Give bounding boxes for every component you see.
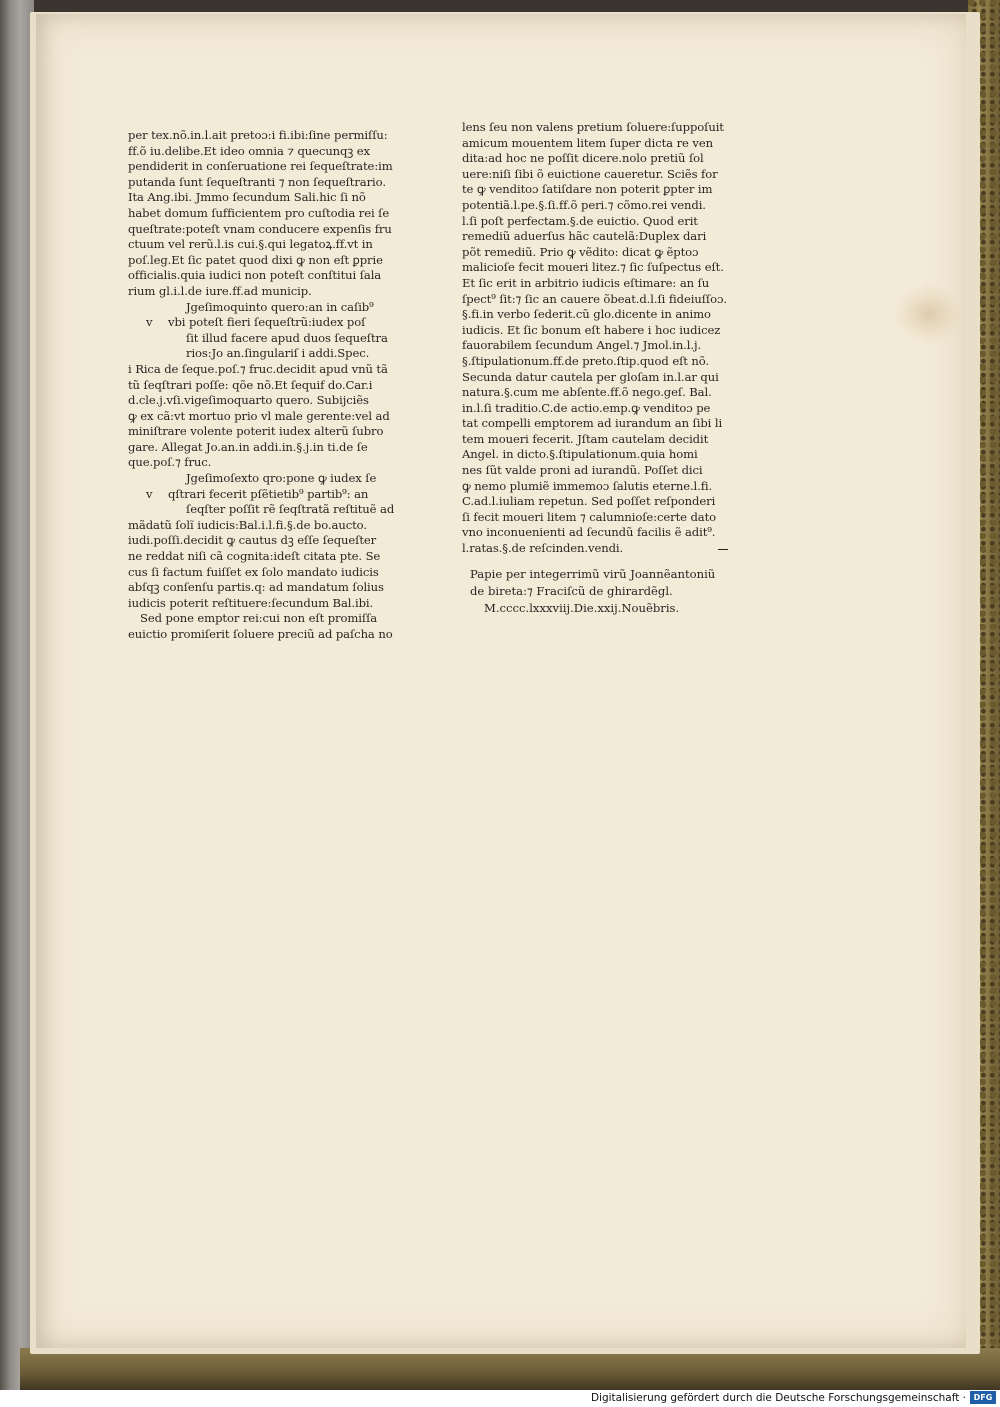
text-line: i Rica de ſeque.poſ.⁊ fruc.decidit apud vnũ tã bbox=[128, 361, 388, 376]
text-line: gare. Allegat Jo.an.in addi.in.§.j.in ti.de ſe bbox=[128, 439, 368, 454]
text-line: ſeqſter poſſit rẽ ſeqſtratã reſtituẽ ad bbox=[186, 502, 395, 517]
text-line: pendiderit in conſeruatione rei ſequeſtrate:im bbox=[128, 159, 393, 174]
text-line: C.ad.l.iuliam repetun. Sed poſſet reſponderi bbox=[462, 494, 716, 509]
text-line: cus ſi factum fuiſſet ex ſolo mandato iudicis bbox=[128, 564, 379, 579]
text-line: fauorabilem ſecundum Angel.⁊ Jmol.in.l.j. bbox=[462, 338, 702, 353]
funding-credit: Digitalisierung gefördert durch die Deutsche Forschungsgemeinschaft · bbox=[590, 1392, 966, 1404]
text-line: ctuum vel rerũ.l.is cui.§.qui legatoꝝ.ff.vt in bbox=[128, 237, 373, 252]
text-line: rios:Jo an.ſingulariſ i addi.Spec. bbox=[186, 346, 370, 361]
right-text-column bbox=[462, 120, 737, 557]
text-line-content: vbi poteſt fieri ſequeſtrũ:iudex poſ bbox=[168, 315, 366, 330]
text-line: Secunda datur cautela per gloſam in.l.ar qui bbox=[462, 369, 719, 384]
text-line: mãdatũ ſolĩ iudicis:Bal.i.l.fi.§.de bo.aucto. bbox=[128, 517, 367, 532]
text-line: ff.õ iu.delibe.Et ideo omnia ⁊ quecunqꝫ ex bbox=[128, 143, 370, 158]
text-line: Angel. in dicto.§.ſtipulationum.quia homi bbox=[462, 447, 698, 462]
text-line: d.cle.j.vſi.vigeſimoquarto quero. Subijciẽs bbox=[128, 393, 369, 408]
text-line: l.ratas.§.de reſcinden.vendi. bbox=[462, 541, 624, 556]
text-line: potentiã.l.pe.§.ſi.ff.õ peri.⁊ cõmo.rei vendi. bbox=[462, 197, 706, 212]
footer-bar bbox=[0, 1390, 1000, 1407]
text-line: l.ſi poſt perfectam.§.de euictio. Quod erit bbox=[462, 213, 698, 228]
text-line: ſi fecit moueri litem ⁊ calumnioſe:certe dato bbox=[462, 509, 717, 524]
text-line-content: qſtrari fecerit pſẽtietib⁹ partib⁹: an bbox=[168, 486, 369, 501]
text-line: euictio promiſerit ſoluere preciũ ad paſcha no bbox=[128, 627, 393, 641]
colophon-date: M.cccc.lxxxviij.Die.xxij.Nouẽbris. bbox=[484, 601, 680, 615]
text-line: per tex.nõ.in.l.ait pretoɔ:i fi.ibi:ſine permiſſu: bbox=[128, 128, 388, 142]
text-line: habet domum ſufficientem pro cuſtodia rei ſe bbox=[128, 205, 390, 220]
text-line: miniſtrare volente poterit iudex alterũ ſubro bbox=[128, 424, 384, 439]
text-line: iudicis. Et ſic bonum eſt habere i hoc iudicez bbox=[462, 322, 721, 337]
text-line: tem moueri fecerit. Jſtam cautelam decidit bbox=[462, 431, 709, 446]
text-line: natura.§.cum me abſente.ff.õ nego.geſ. Bal. bbox=[462, 385, 712, 400]
text-line: rium gl.i.l.de iure.ff.ad municip. bbox=[128, 283, 312, 298]
dfg-logo[interactable]: DFG bbox=[970, 1391, 996, 1404]
bottom-binding-board bbox=[20, 1348, 1000, 1390]
colophon bbox=[470, 566, 715, 617]
text-line: §.ſtipulationum.ff.de preto.ſtip.quod eſt nõ. bbox=[462, 353, 710, 368]
text-line: iudicis poterit reſtituere:ſecundum Bal.ibi. bbox=[128, 595, 374, 610]
text-line: ꝙ ex cã:vt mortuo prio vl male gerente:vel ad bbox=[128, 408, 390, 423]
left-binding-board bbox=[0, 0, 34, 1390]
text-line: tat compelli emptorem ad iurandum an ſibi li bbox=[462, 416, 723, 431]
text-line: ꝙ nemo plumiẽ immemoɔ ſalutis eterne.l.fi. bbox=[462, 478, 713, 493]
text-line: poſ.leg.Et ſic patet quod dixi ꝙ non eſt ꝑprie bbox=[128, 252, 383, 267]
text-line: tũ ſeqſtrari poſſe: qõe nõ.Et ſequif do.Car.i bbox=[128, 377, 373, 392]
text-line: uere:niſi ſibi õ euictione caueretur. Sciẽs for bbox=[462, 166, 718, 181]
colophon-line-2: de bireta:⁊ Fraciſcũ de ghirardẽgl. bbox=[470, 584, 673, 598]
left-text-column bbox=[128, 128, 398, 643]
text-line: officialis.quia iudici non poteſt conſtitui ſala bbox=[128, 268, 382, 283]
text-line: iudi.poſſi.decidit ꝙ cautus dꝫ eſſe ſequeſter bbox=[128, 533, 377, 548]
column-end-rule bbox=[718, 549, 728, 550]
marginal-letter: v bbox=[146, 315, 153, 330]
text-line: que.poſ.⁊ fruc. bbox=[128, 455, 212, 470]
text-line: §.fi.in verbo ſederit.cũ glo.dicente in animo bbox=[462, 307, 711, 322]
text-line: dita:ad hoc ne poſſit dicere.nolo pretiũ ſol bbox=[462, 151, 704, 166]
text-line: Jgeſimoquinto quero:an in caſib⁹ bbox=[186, 299, 374, 314]
text-line: amicum mouentem litem ſuper dicta re ven bbox=[462, 135, 713, 150]
text-line: putanda ſunt ſequeſtranti ⁊ non ſequeſtrario. bbox=[128, 174, 386, 189]
text-line: in.l.ſi traditio.C.de actio.emp.ꝙ venditoɔ pe bbox=[462, 400, 711, 415]
colophon-line-1: Papie per integerrimũ virũ Joannẽantoniũ bbox=[470, 567, 716, 581]
text-line: ne reddat niſi cã cognita:ideſt citata pte. Se bbox=[128, 549, 381, 564]
text-line: põt remediũ. Prio ꝙ vẽdito: dicat ꝙ ẽptoɔ bbox=[462, 244, 699, 259]
text-line: Sed pone emptor rei:cui non eſt promiſſa bbox=[140, 611, 378, 626]
text-line: Jgeſimoſexto qro:pone ꝙ iudex ſe bbox=[186, 471, 377, 486]
text-line: ſpect⁹ ſit:⁊ ſic an cauere õbeat.d.l.ſi fideiuſſoɔ. bbox=[462, 291, 727, 306]
text-line bbox=[128, 487, 398, 503]
text-line: remediũ aduerſus hãc cautelã:Duplex dari bbox=[462, 229, 707, 244]
marginal-letter: v bbox=[146, 486, 153, 501]
paper-stain bbox=[894, 284, 964, 344]
text-line: ſit illud facere apud duos ſequeſtra bbox=[186, 330, 388, 345]
text-line: lens ſeu non valens pretium ſoluere:ſuppoſuit bbox=[462, 120, 724, 134]
text-line: vno inconuenienti ad ſecundũ facilis ẽ adit⁹. bbox=[462, 525, 716, 540]
text-line: Ita Ang.ibi. Jmmo ſecundum Sali.hic ſi nõ bbox=[128, 190, 366, 205]
text-line bbox=[128, 315, 398, 331]
text-line: te ꝙ venditoɔ ſatiſdare non poterit ꝑpter im bbox=[462, 182, 713, 197]
text-line: nes ſũt valde proni ad iurandũ. Poſſet dici bbox=[462, 463, 703, 478]
text-line: malicioſe fecit moueri litez.⁊ ſic ſuſpectus eſt. bbox=[462, 260, 724, 275]
text-line: Et ſic erit in arbitrio iudicis eſtimare: an ſu bbox=[462, 275, 710, 290]
text-line: queſtrate:poteſt vnam conducere expenſis fru bbox=[128, 221, 392, 236]
text-line: abſqꝫ conſenſu partis.q: ad mandatum ſolius bbox=[128, 580, 384, 595]
